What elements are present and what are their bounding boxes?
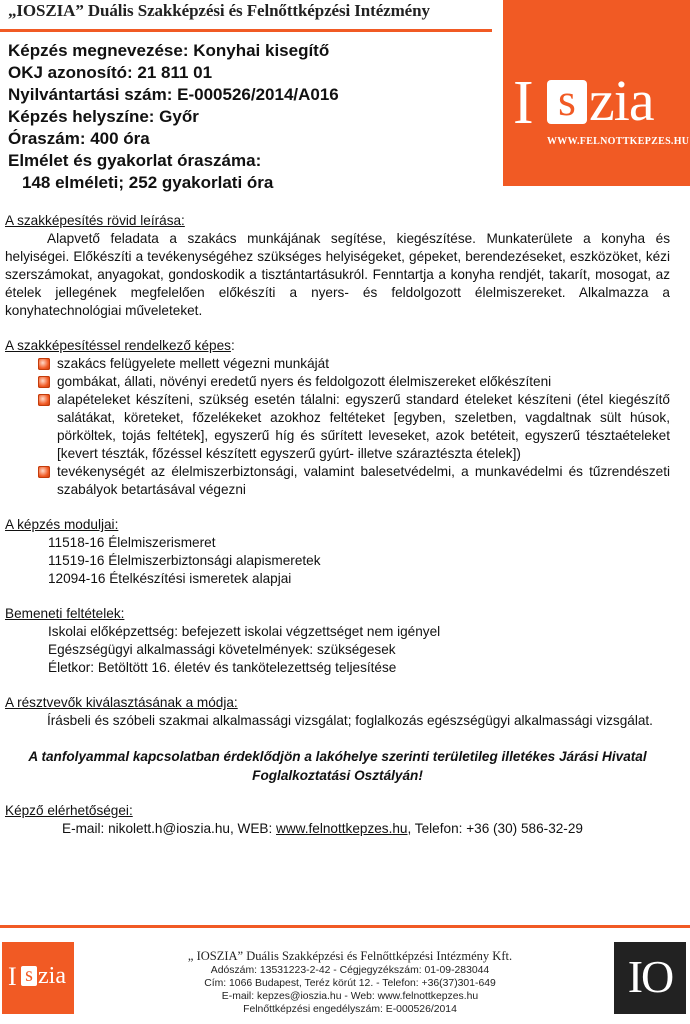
footer-company-name: „ IOSZIA” Duális Szakképzési és Felnőttképzési Intézmény Kft. [187, 949, 513, 963]
course-name: Képzés megnevezése: Konyhai kisegítő [8, 41, 330, 60]
description-text [5, 230, 670, 320]
contact-heading: Képző elérhetőségei: [5, 803, 133, 818]
selection-text-content: Írásbeli és szóbeli szakmai alkalmassági vizsgálat; foglalkozás egészségügyi alkalmassági vizsgálat. [47, 713, 653, 728]
course-location: Képzés helyszíne: Győr [8, 107, 199, 126]
logo-wordmark [513, 60, 690, 160]
footer-address-line: Cím: 1066 Budapest, Teréz körút 12. - Telefon: +36(37)301-649 [204, 978, 496, 989]
footer-ioszia-logo [2, 942, 74, 1014]
module-item: 11519-16 Élelmiszerbiztonsági alapismeretek [48, 553, 321, 568]
modules-heading: A képzés moduljai: [5, 517, 119, 532]
requirement-item: Életkor: Betöltött 16. életév és tankötelezettség teljesítése [48, 660, 397, 675]
skills-heading-row [5, 337, 670, 355]
header-title: „IOSZIA” Duális Szakképzési és Felnőttképzési Intézmény [8, 1, 430, 20]
requirements-heading: Bemeneti feltételek: [5, 606, 125, 621]
requirement-item: Iskolai előképzettség: befejezett iskolai végzettséget nem igényel [48, 624, 441, 639]
footer-logo-letter-i: I [8, 962, 17, 991]
bullet-icon [38, 466, 50, 478]
course-info [8, 40, 503, 194]
skills-list [5, 355, 670, 499]
skill-text: szakács felügyelete mellett végezni munkáját [57, 356, 330, 371]
footer-logo-letters-zia: zia [38, 963, 66, 989]
skill-text: gombákat, állati, növényi eredetű nyers és feldolgozott élelmiszereket előkészíteni [57, 374, 552, 389]
footer-logo-letter-s: s [21, 966, 37, 986]
okj-id: OKJ azonosító: 21 811 01 [8, 63, 213, 82]
footer-license-line: Felnőttképzési engedélyszám: E-000526/2014 [243, 1004, 457, 1015]
ioszia-logo [503, 0, 690, 186]
registration-number: Nyilvántartási szám: E-000526/2014/A016 [8, 85, 339, 104]
list-item [57, 391, 670, 463]
footer-company-info [100, 948, 600, 1016]
theory-practice-label: Elmélet és gyakorlat óraszáma: [8, 151, 262, 170]
web-link[interactable]: www.felnottkepzes.hu [276, 821, 408, 836]
theory-practice-hours: 148 elméleti; 252 gyakorlati óra [22, 173, 274, 192]
contact-line [5, 820, 670, 838]
document-body [5, 212, 670, 838]
bullet-icon [38, 358, 50, 370]
logo-letters-zia: zia [589, 68, 654, 133]
skill-text: tevékenységét az élelmiszerbiztonsági, valamint balesetvédelmi, a munkavédelmi és tűzrendészeti szabályok betartásával végezni [57, 464, 670, 497]
footer-email-line: E-mail: kepzes@ioszia.hu - Web: www.felnottkepzes.hu [221, 991, 479, 1002]
logo-url: WWW.FELNOTTKEPZES.HU [547, 136, 690, 147]
header-divider [0, 29, 492, 32]
skill-text: alapételeket készíteni, szükség esetén tálalni: egyszerű standard ételeket készíteni (étel kiegészítő salátákat, köreteket, főzelékeket azokhoz feltéteket [egyben, szeletben, vagdaltnak sült húsok, pörköltek, tojás feltétek], egyszerű híg és sűrített leveseket, azok betéteit, egyszerű tésztaételeket [kevert tészták, főzéssel készített egyszerű gyúrt- illetve száraztészta ételek]) [57, 392, 670, 461]
module-item: 11518-16 Élelmiszerismeret [48, 535, 216, 550]
email-label: E-mail: [62, 821, 109, 836]
notice-text: A tanfolyammal kapcsolatban érdeklődjön a lakóhelye szerinti területileg illetékes Járási Hivatal Foglalkoztatási Osztályán! [28, 749, 647, 783]
requirement-item: Egészségügyi alkalmassági követelmények: szükségesek [48, 642, 396, 657]
course-hours: Óraszám: 400 óra [8, 129, 150, 148]
logo-letter-i: I [513, 69, 534, 137]
email-value: nikolett.h@ioszia.hu [108, 821, 230, 836]
list-item [57, 355, 670, 373]
selection-text [5, 712, 670, 730]
logo-letter-s: s [547, 80, 587, 124]
skills-heading: A szakképesítéssel rendelkező képes [5, 338, 231, 353]
phone-value: , Telefon: +36 (30) 586-32-29 [407, 821, 583, 836]
footer-divider [0, 925, 690, 928]
web-label: , WEB: [229, 821, 277, 836]
list-item [57, 373, 670, 391]
footer-tax-line: Adószám: 13531223-2-42 - Cégjegyzékszám: 01-09-283044 [210, 965, 490, 976]
list-item [57, 463, 670, 499]
description-heading: A szakképesítés rövid leírása: [5, 213, 185, 228]
selection-heading: A résztvevők kiválasztásának a módja: [5, 695, 238, 710]
bullet-icon [38, 376, 50, 388]
description-text-content: Alapvető feladata a szakács munkájának segítése, kiegészítése. Munkaterülete a konyha és helyiségei. Előkészíti a tevékenységéhez szükséges helyiségeket, gépeket, berendezéseket, eszközöket, kézi szerszámokat, anyagokat, gondoskodik a tisztántartásukról. Fenntartja a konyha rendjét, takarít, mosogat, az ételek jellegének megfelelően előkészíti a nyers- és feldolgozott élelmiszereket. Alkalmazza a konyhatechnológiai műveleteket. [5, 231, 670, 318]
footer-io-logo [614, 942, 686, 1014]
footer-io-letters: IO [627, 951, 673, 1002]
module-item: 12094-16 Ételkészítési ismeretek alapjai [48, 571, 292, 586]
bullet-icon [38, 394, 50, 406]
skills-heading-colon: : [230, 338, 235, 353]
